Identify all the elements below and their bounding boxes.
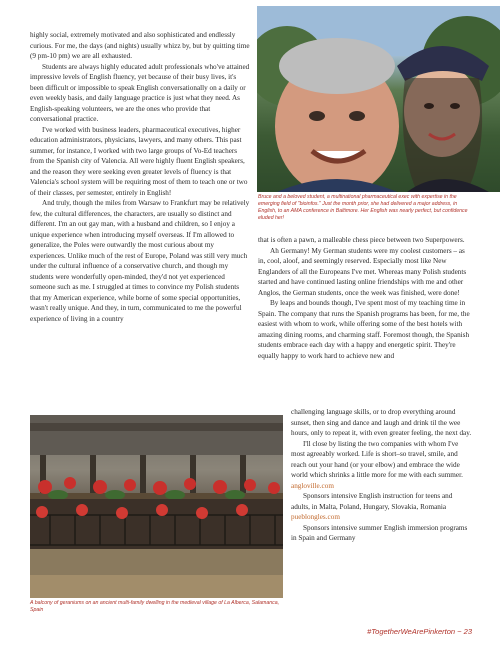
photo-bruce-and-student bbox=[257, 6, 500, 192]
sponsor-link-pueblongles[interactable]: pueblongles.com bbox=[291, 513, 340, 521]
sponsor-description: Sponsors intensive English instruction for teens and adults, in Malta, Poland, Hungary, Slovakia, Romania bbox=[291, 492, 453, 511]
article-column-right-lower bbox=[291, 407, 472, 544]
paragraph: I've worked with business leaders, pharmaceutical executives, higher education administrators, physicians, lawyers, and many others. This past summer, for instance, I worked with two large groups of Vo-Ed teachers from the Spanish city of Valencia. All were highly fluent English speakers, and the reason they were seeking even greater levels of fluency is that Valencia's school system will be requiring most of them to teach one or two of their classes, per semester, entirely in English! bbox=[30, 125, 248, 197]
footer-hashtag: #TogetherWeArePinkerton bbox=[367, 627, 456, 636]
photo-caption-top: Bruce and a beloved student, a multinational pharmaceutical exec with expertise in the emerging field of "bioinfos." Just the month prior, she had delivered a major address, in English, to an AMA conference in Baltimore. Her English was nearly perfect, but confidence eluded her! bbox=[258, 194, 468, 221]
sponsor-link-angloville[interactable]: angloville.com bbox=[291, 481, 334, 490]
footer-separator: ~ bbox=[457, 627, 462, 636]
sponsor-description: Sponsors intensive summer English immersion programs in Spain and Germany bbox=[291, 523, 468, 542]
paragraph: I'll close by listing the two companies with whom I've most agreeably worked. Life is short–so travel, smile, and reach out your hand (or your elbow) and embrace the wide world which shrinks a little more for me with each summer. bbox=[291, 439, 463, 479]
paragraph: By leaps and bounds though, I've spent most of my teaching time in Spain. The company that runs the Spanish programs has been, for me, the easiest with whom to work, while offering some of the best hotels with amazing dining rooms, and charming staff. Foremost though, the Spanish students embrace each day with a happy and energetic spirit. They're equally happy to work hard to achieve new and bbox=[258, 299, 470, 360]
article-column-left bbox=[30, 30, 250, 324]
paragraph: Ah Germany! My German students were my coolest customers – as in, cool, aloof, and seemingly reserved. Especially most like New Englanders of all the Europeans I've met. Whereas many Polish students started and have continued lasting online friendships with me and other Anglos, the German students, once the week was finished, were done! bbox=[258, 246, 467, 297]
photo-geranium-balcony bbox=[30, 415, 283, 598]
page-footer bbox=[367, 627, 472, 636]
paragraph: challenging language skills, or to drop everything around sunset, then sing and dance and laugh and drink til the wee hours, only to repeat it, with even greater feeling, the next day. bbox=[291, 408, 472, 437]
paragraph: highly social, extremely motivated and also sophisticated and endlessly curious. For me, the days (and nights) usually whizz by, but by quitting time (9 pm-10 pm) we are all exhausted. bbox=[30, 31, 250, 60]
paragraph: Students are always highly educated adult professionals who've attained impressive levels of English fluency, yet because of their busy lives, it's been difficult or impossible to speak English conversationally on a daily or even weekly basis, and daily language practice is just what they need. As English-speaking volunteers, we are the ones who provide that conversational practice. bbox=[30, 62, 250, 123]
paragraph: that is often a pawn, a malleable chess piece between two Superpowers. bbox=[258, 236, 465, 244]
photo-caption-bottom: A balcony of geraniums on an ancient multi-family dwelling in the medieval village of La Alberca, Salamanca, Spain bbox=[30, 600, 280, 613]
page-number: 23 bbox=[463, 627, 472, 636]
paragraph: And truly, though the miles from Warsaw to Frankfurt may be relatively few, the cultural differences, the characters, are usually so distinct and different. I'm an out gay man, with a husband and children, so I enjoy a unique experience when introducing myself overseas. If I'm allowed to generalize, the Poles were outwardly the most curious about my experiences. Unlike much of the rest of Europe, Poland was still very much under the cultural influence of a conservative church, and though my students were wonderfully open-minded, they'd not yet experienced someone such as me. I struggled at times to convince my Polish students that my American experience, while borne of some special opportunities, wasn't really unique. And they, in turn, communicated to me the powerful experience of living in a country bbox=[30, 199, 250, 323]
article-column-right bbox=[258, 235, 472, 361]
